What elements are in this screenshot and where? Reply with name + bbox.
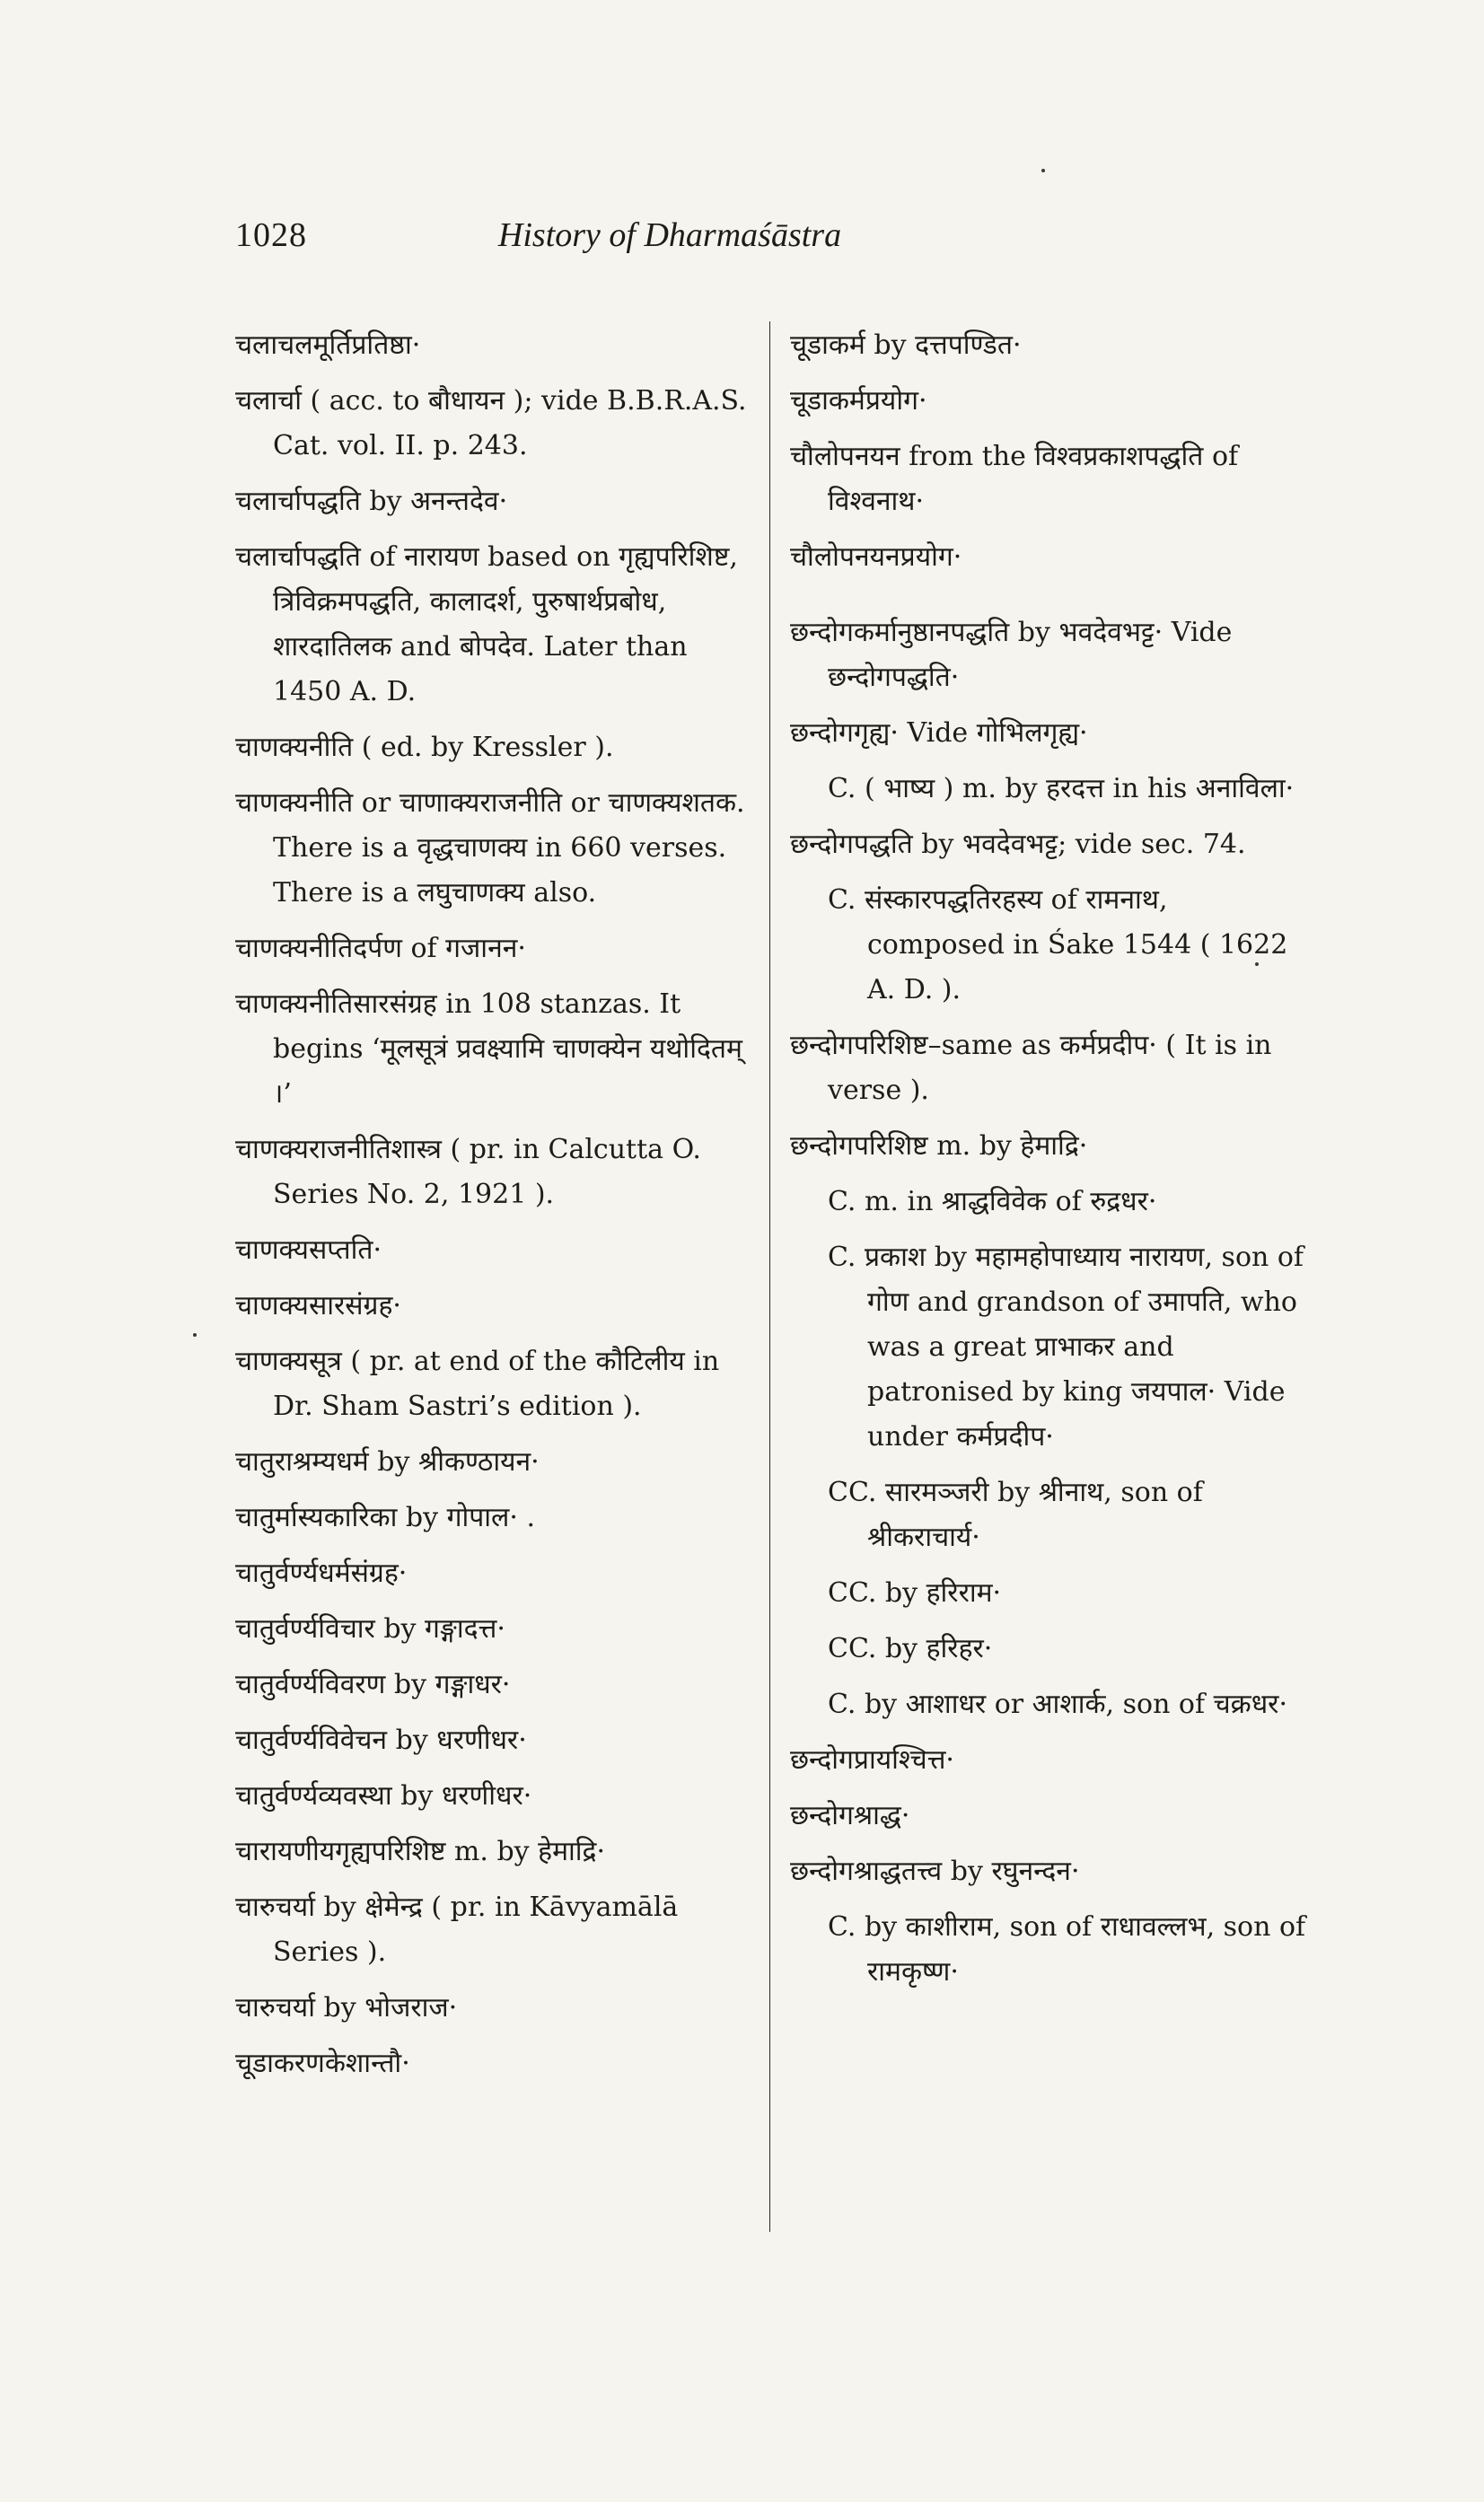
sub-entry: C. प्रकाश by महामहोपाध्याय नारायण, son of गोण and grandson of उमापति, who was a great प्राभाकर and patronised by king जयपाल· Vide under कर्मप्रदीप· (828, 1242, 1304, 1453)
entry: छन्दोगश्राद्धतत्त्व by रघुनन्दन· (790, 1856, 1080, 1887)
sub-entry: CC. सारमञ्जरी by श्रीनाथ, son of श्रीकराचार्य· (828, 1477, 1203, 1553)
sub-entry: CC. by हरिराम· (828, 1577, 1002, 1609)
entry: चाणक्यनीतिसारसंग्रह in 108 stanzas. It begins ‘मूलसूत्रं प्रवक्ष्यामि चाणक्येन यथोदितम् ।’ (235, 988, 742, 1110)
entry: छन्दोगकर्मानुष्ठानपद्धति by भवदेवभट्ट· Vide छन्दोगपद्धति· (790, 617, 1233, 693)
sub-entry: C. ( भाष्य ) m. by हरदत्त in his अनाविला· (828, 773, 1295, 804)
print-speck (193, 1333, 197, 1337)
entry: चातुराश्रम्यधर्म by श्रीकण्ठायन· (235, 1446, 540, 1478)
entry: चलार्चा ( acc. to बौधायन ); vide B.B.R.A.S. Cat. vol. II. p. 243. (235, 385, 747, 461)
entry: चातुर्मास्यकारिका by गोपाल· . (235, 1502, 536, 1533)
entry: चाणक्यसूत्र ( pr. at end of the कौटिलीय in Dr. Sham Sastri’s edition ). (235, 1346, 720, 1422)
column-divider (769, 321, 770, 2232)
page-header (235, 215, 970, 260)
entry: चाणक्यराजनीतिशास्त्र ( pr. in Calcutta O. Series No. 2, 1921 ). (235, 1134, 701, 1210)
entry: चाणक्यनीति ( ed. by Kressler ). (235, 732, 614, 763)
entry: चूडाकरणकेशान्तौ· (235, 2048, 410, 2079)
sub-entry: C. by काशीराम, son of राधावल्लभ, son of रामकृष्ण· (828, 1911, 1306, 1988)
entry: चाणक्यसप्तति· (235, 1234, 382, 1266)
left-column (235, 323, 751, 2097)
print-speck (1041, 169, 1045, 172)
running-title: History of Dharmaśāstra (497, 216, 842, 254)
entry: छन्दोगपरिशिष्ट m. by हेमाद्रि· (790, 1130, 1088, 1162)
entry: चलार्चापद्धति by अनन्तदेव· (235, 486, 508, 517)
entry: छन्दोगपद्धति by भवदेवभट्ट; vide sec. 74. (790, 829, 1246, 860)
entry: चातुर्वर्ण्यधर्मसंग्रह· (235, 1558, 408, 1589)
entry: चातुर्वर्ण्यविवरण by गङ्गाधर· (235, 1669, 511, 1700)
entry: चाणक्यनीति or चाणाक्यराजनीति or चाणक्यशतक. There is a वृद्धचाणक्य in 660 verses. There is a लघुचाणक्य also. (235, 787, 745, 909)
entry: छन्दोगगृह्य· Vide गोभिलगृह्य· (790, 717, 1088, 749)
entry: छन्दोगप्रायश्चित्त· (790, 1744, 954, 1776)
page-number: 1028 (235, 216, 307, 254)
entry: चूडाकर्म by दत्तपण्डित· (790, 329, 1022, 361)
entry: छन्दोगपरिशिष्ट–same as कर्मप्रदीप· ( It is in verse ). (790, 1030, 1272, 1106)
entry: चौलोपनयनप्रयोग· (790, 541, 962, 573)
sub-entry: C. m. in श्राद्धविवेक of रुद्रधर· (828, 1186, 1157, 1217)
entry: चलार्चापद्धति of नारायण based on गृह्यपरिशिष्ट, त्रिविक्रमपद्धति, कालादर्श, पुरुषार्थप्रबोध, शारदातिलक and बोपदेव. Later than 1450 A. D. (235, 541, 738, 707)
entry: चातुर्वर्ण्यव्यवस्था by धरणीधर· (235, 1780, 532, 1812)
entry: चारायणीयगृह्यपरिशिष्ट m. by हेमाद्रि· (235, 1836, 606, 1867)
entry: चातुर्वर्ण्यविचार by गङ्गादत्त· (235, 1613, 505, 1645)
entry: चूडाकर्मप्रयोग· (790, 385, 927, 417)
entry: चारुचर्या by क्षेमेन्द्र ( pr. in Kāvyamālā Series ). (235, 1892, 679, 1968)
sub-entry: C. by आशाधर or आशार्क, son of चक्रधर· (828, 1689, 1287, 1720)
sub-entry: CC. by हरिहर· (828, 1633, 993, 1664)
entry: चारुचर्या by भोजराज· (235, 1992, 458, 2024)
entry: छन्दोगश्राद्ध· (790, 1800, 910, 1831)
sub-entry: C. संस्कारपद्धतिरहस्य of रामनाथ, composed in Śake 1544 ( 1622 A. D. ). (828, 884, 1288, 1005)
entry: चाणक्यसारसंग्रह· (235, 1290, 401, 1321)
entry: चौलोपनयन from the विश्वप्रकाशपद्धति of विश्वनाथ· (790, 441, 1239, 517)
entry: चाणक्यनीतिदर्पण of गजानन· (235, 933, 526, 964)
entry: चातुर्वर्ण्यविवेचन by धरणीधर· (235, 1725, 527, 1756)
right-column (790, 323, 1306, 2006)
entry: चलाचलमूर्तिप्रतिष्ठा· (235, 329, 421, 361)
